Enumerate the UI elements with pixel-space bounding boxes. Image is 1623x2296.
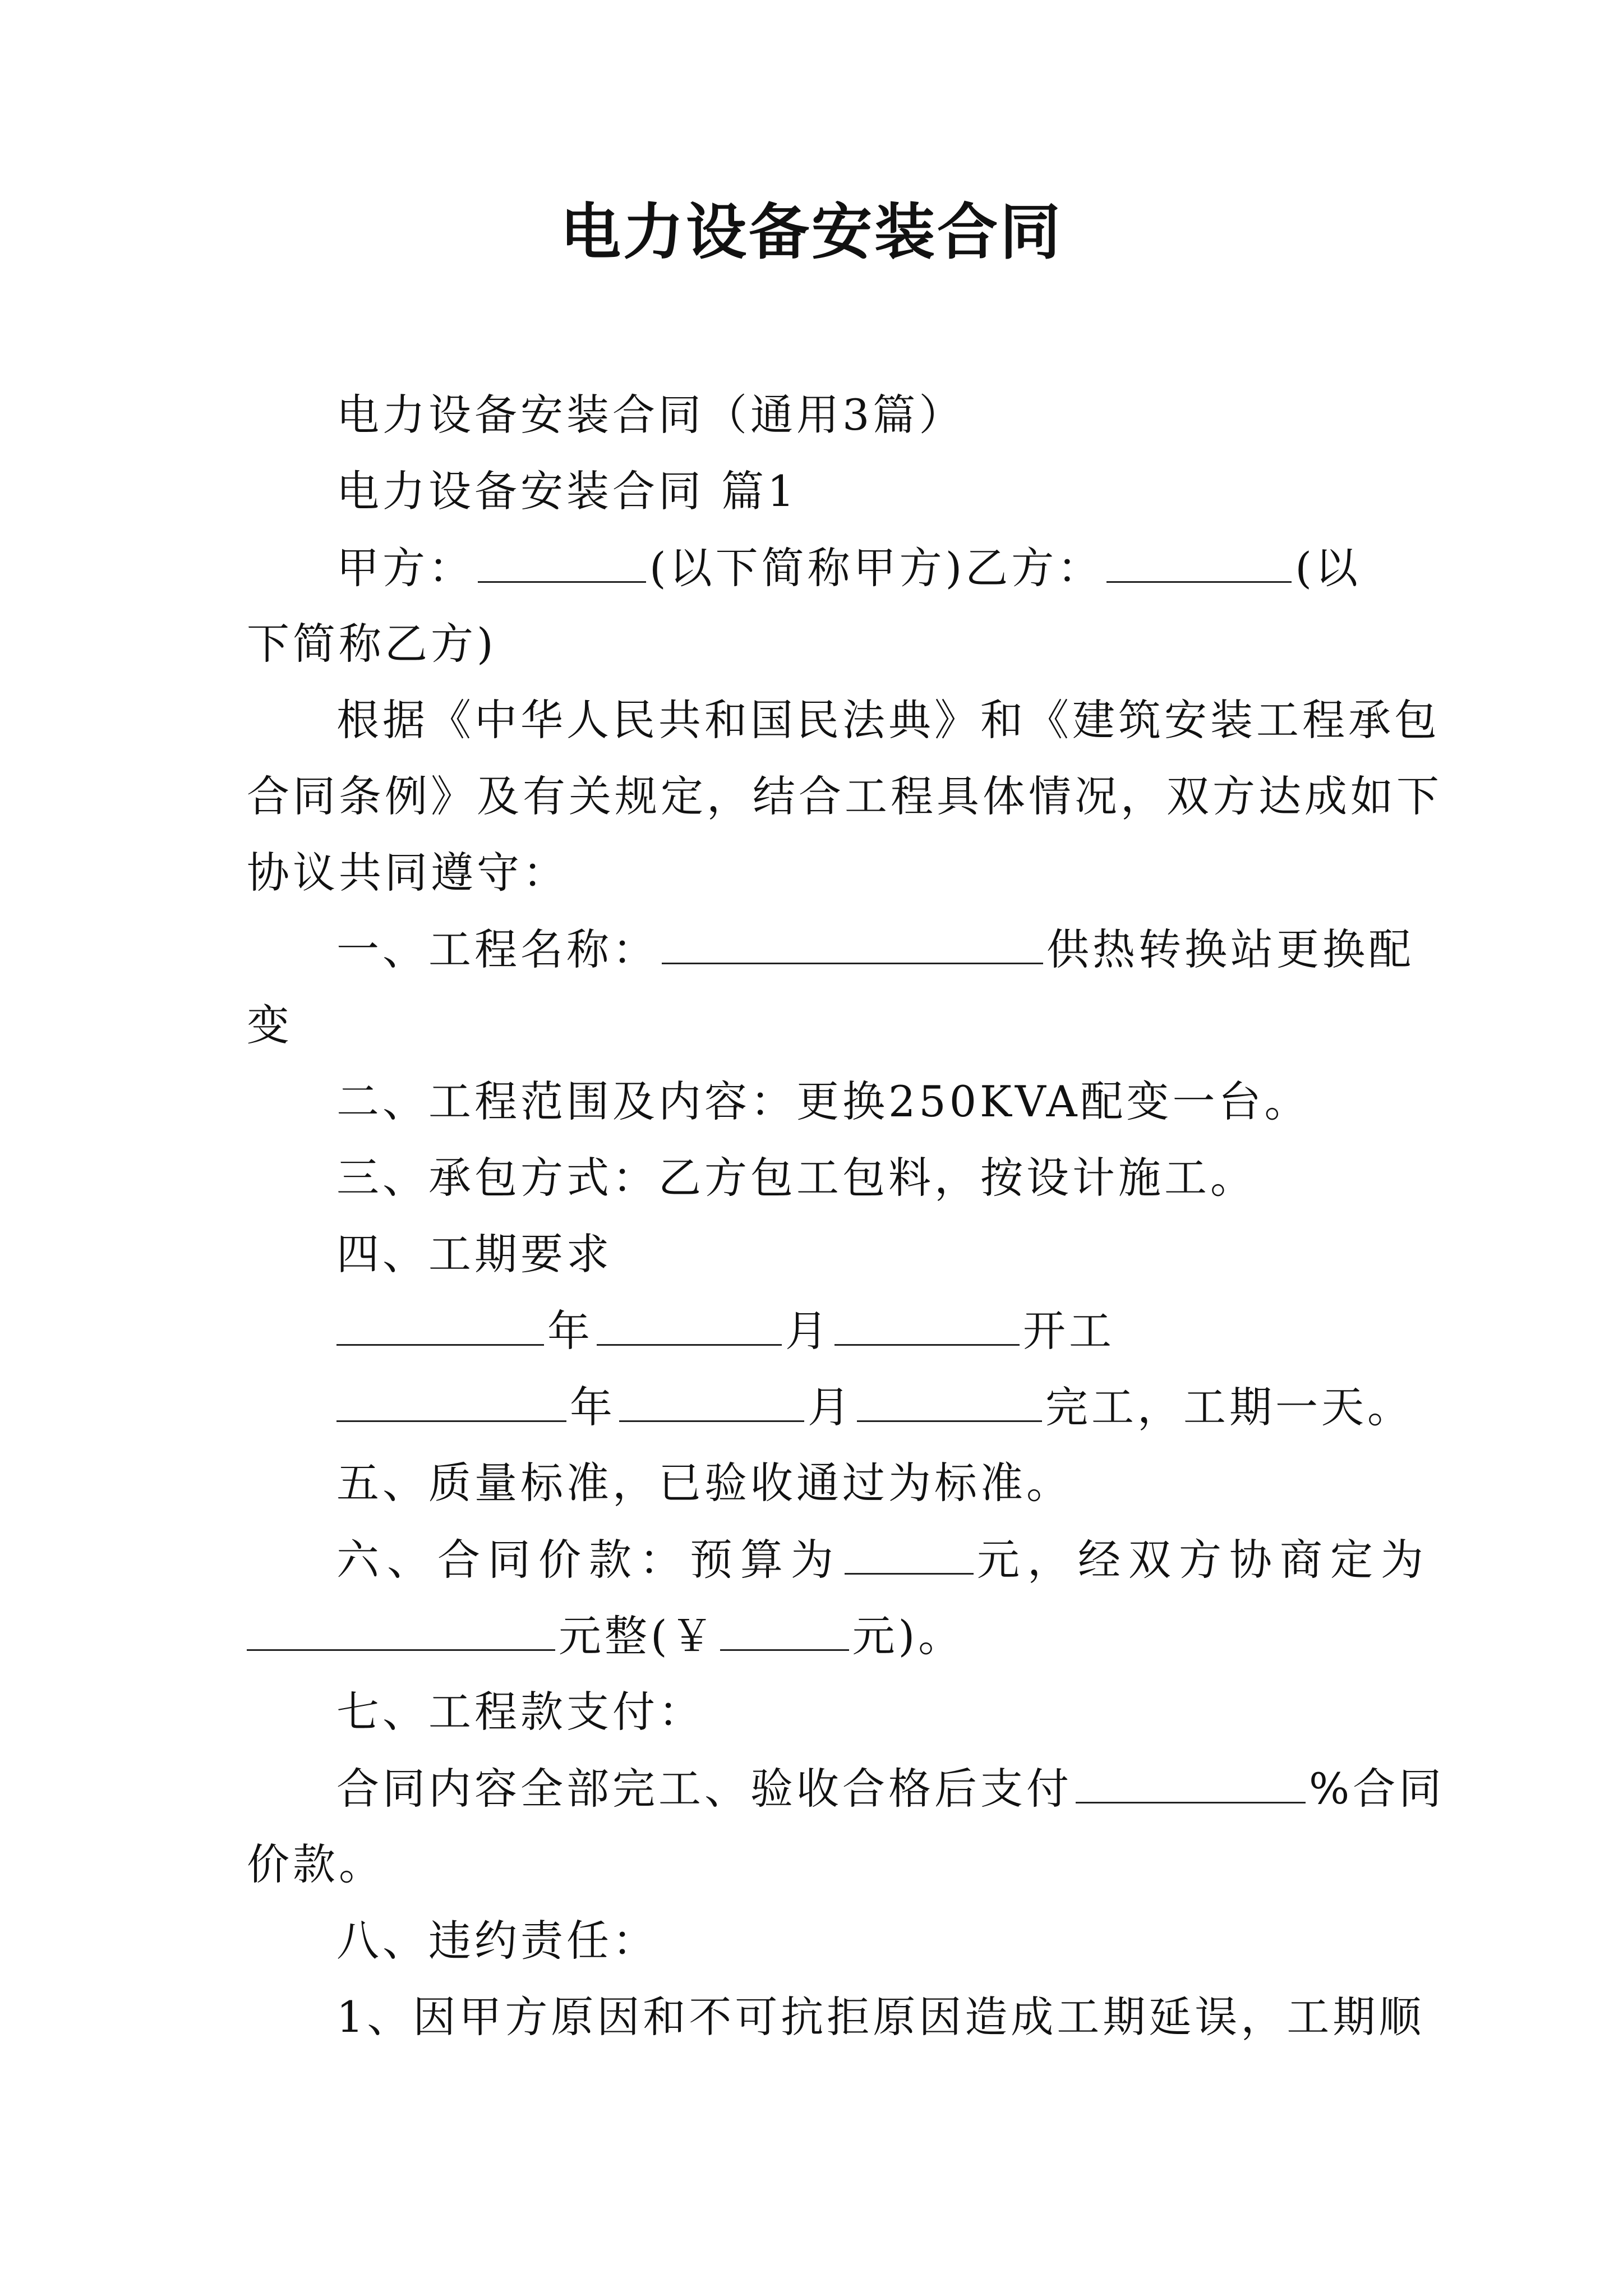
section-heading: 电力设备安装合同 篇1	[336, 466, 798, 516]
start-year-label: 年	[547, 1306, 593, 1356]
item-scope: 二、工程范围及内容：更换250KVA配变一台。	[336, 1076, 1311, 1126]
price-total-label: 元整(￥	[559, 1611, 717, 1661]
item-price-line	[336, 1531, 1431, 1588]
parties-line	[336, 540, 1361, 596]
intro-line-2: 合同条例》及有关规定，结合工程具体情况，双方达成如下	[247, 771, 1442, 821]
start-month-blank	[597, 1303, 782, 1346]
item-liability: 八、违约责任：	[336, 1916, 658, 1966]
document-heading: 电力设备安装合同（通用3篇）	[336, 390, 965, 440]
clause-1: 1、因甲方原因和不可抗拒原因造成工期延误，工期顺	[336, 1992, 1425, 2042]
party-b-note: (以	[1295, 543, 1361, 593]
item-price-line-cont	[247, 1608, 964, 1664]
item-contract-mode: 三、承包方式：乙方包工包料，按设计施工。	[336, 1153, 1256, 1203]
party-a-label: 甲方：	[336, 543, 474, 593]
parties-line-cont: 下简称乙方)	[247, 619, 497, 669]
budget-blank	[845, 1531, 974, 1575]
project-name-blank	[662, 921, 1043, 964]
party-a-blank	[478, 540, 646, 583]
party-b-blank	[1106, 540, 1292, 583]
item-quality: 五、质量标准，已验收通过为标准。	[336, 1458, 1072, 1508]
end-month-blank	[619, 1379, 804, 1422]
project-name-value: 供热转换站更换配	[1046, 924, 1414, 974]
end-year-label: 年	[570, 1382, 616, 1432]
payment-percent-blank	[1076, 1760, 1306, 1803]
price-budget-label: 六、合同价款：预算为	[336, 1535, 841, 1585]
end-month-label: 月	[808, 1382, 854, 1432]
document-title: 电力设备安装合同	[560, 197, 1063, 268]
start-month-label: 月	[785, 1306, 831, 1356]
schedule-start-line	[336, 1303, 1115, 1359]
item-project-name	[336, 921, 1414, 978]
payment-percent-label: %合同	[1309, 1764, 1445, 1814]
item-payment: 七、工程款支付：	[336, 1687, 704, 1737]
end-label: 完工，工期一天。	[1045, 1382, 1413, 1432]
start-label: 开工	[1023, 1306, 1115, 1356]
project-name-cont: 变	[247, 1000, 293, 1050]
intro-line-1: 根据《中华人民共和国民法典》和《建筑安装工程承包	[336, 695, 1440, 745]
end-day-blank	[857, 1379, 1042, 1422]
agreed-price-blank	[247, 1608, 555, 1651]
price-agreed-label: 元，经双方协商定为	[977, 1535, 1431, 1585]
start-year-blank	[336, 1303, 544, 1346]
payment-line-cont: 价款。	[247, 1839, 385, 1889]
intro-line-3: 协议共同遵守：	[247, 848, 569, 898]
payment-text: 合同内容全部完工、验收合格后支付	[336, 1764, 1072, 1814]
project-name-label: 一、工程名称：	[336, 924, 658, 974]
schedule-end-line	[336, 1379, 1413, 1435]
item-schedule: 四、工期要求	[336, 1229, 612, 1279]
payment-line	[336, 1760, 1445, 1817]
party-a-note: (以下简称甲方)乙方：	[649, 543, 1104, 593]
price-number-blank	[720, 1608, 849, 1651]
start-day-blank	[834, 1303, 1020, 1346]
price-unit-label: 元)。	[852, 1611, 965, 1661]
end-year-blank	[336, 1379, 566, 1422]
